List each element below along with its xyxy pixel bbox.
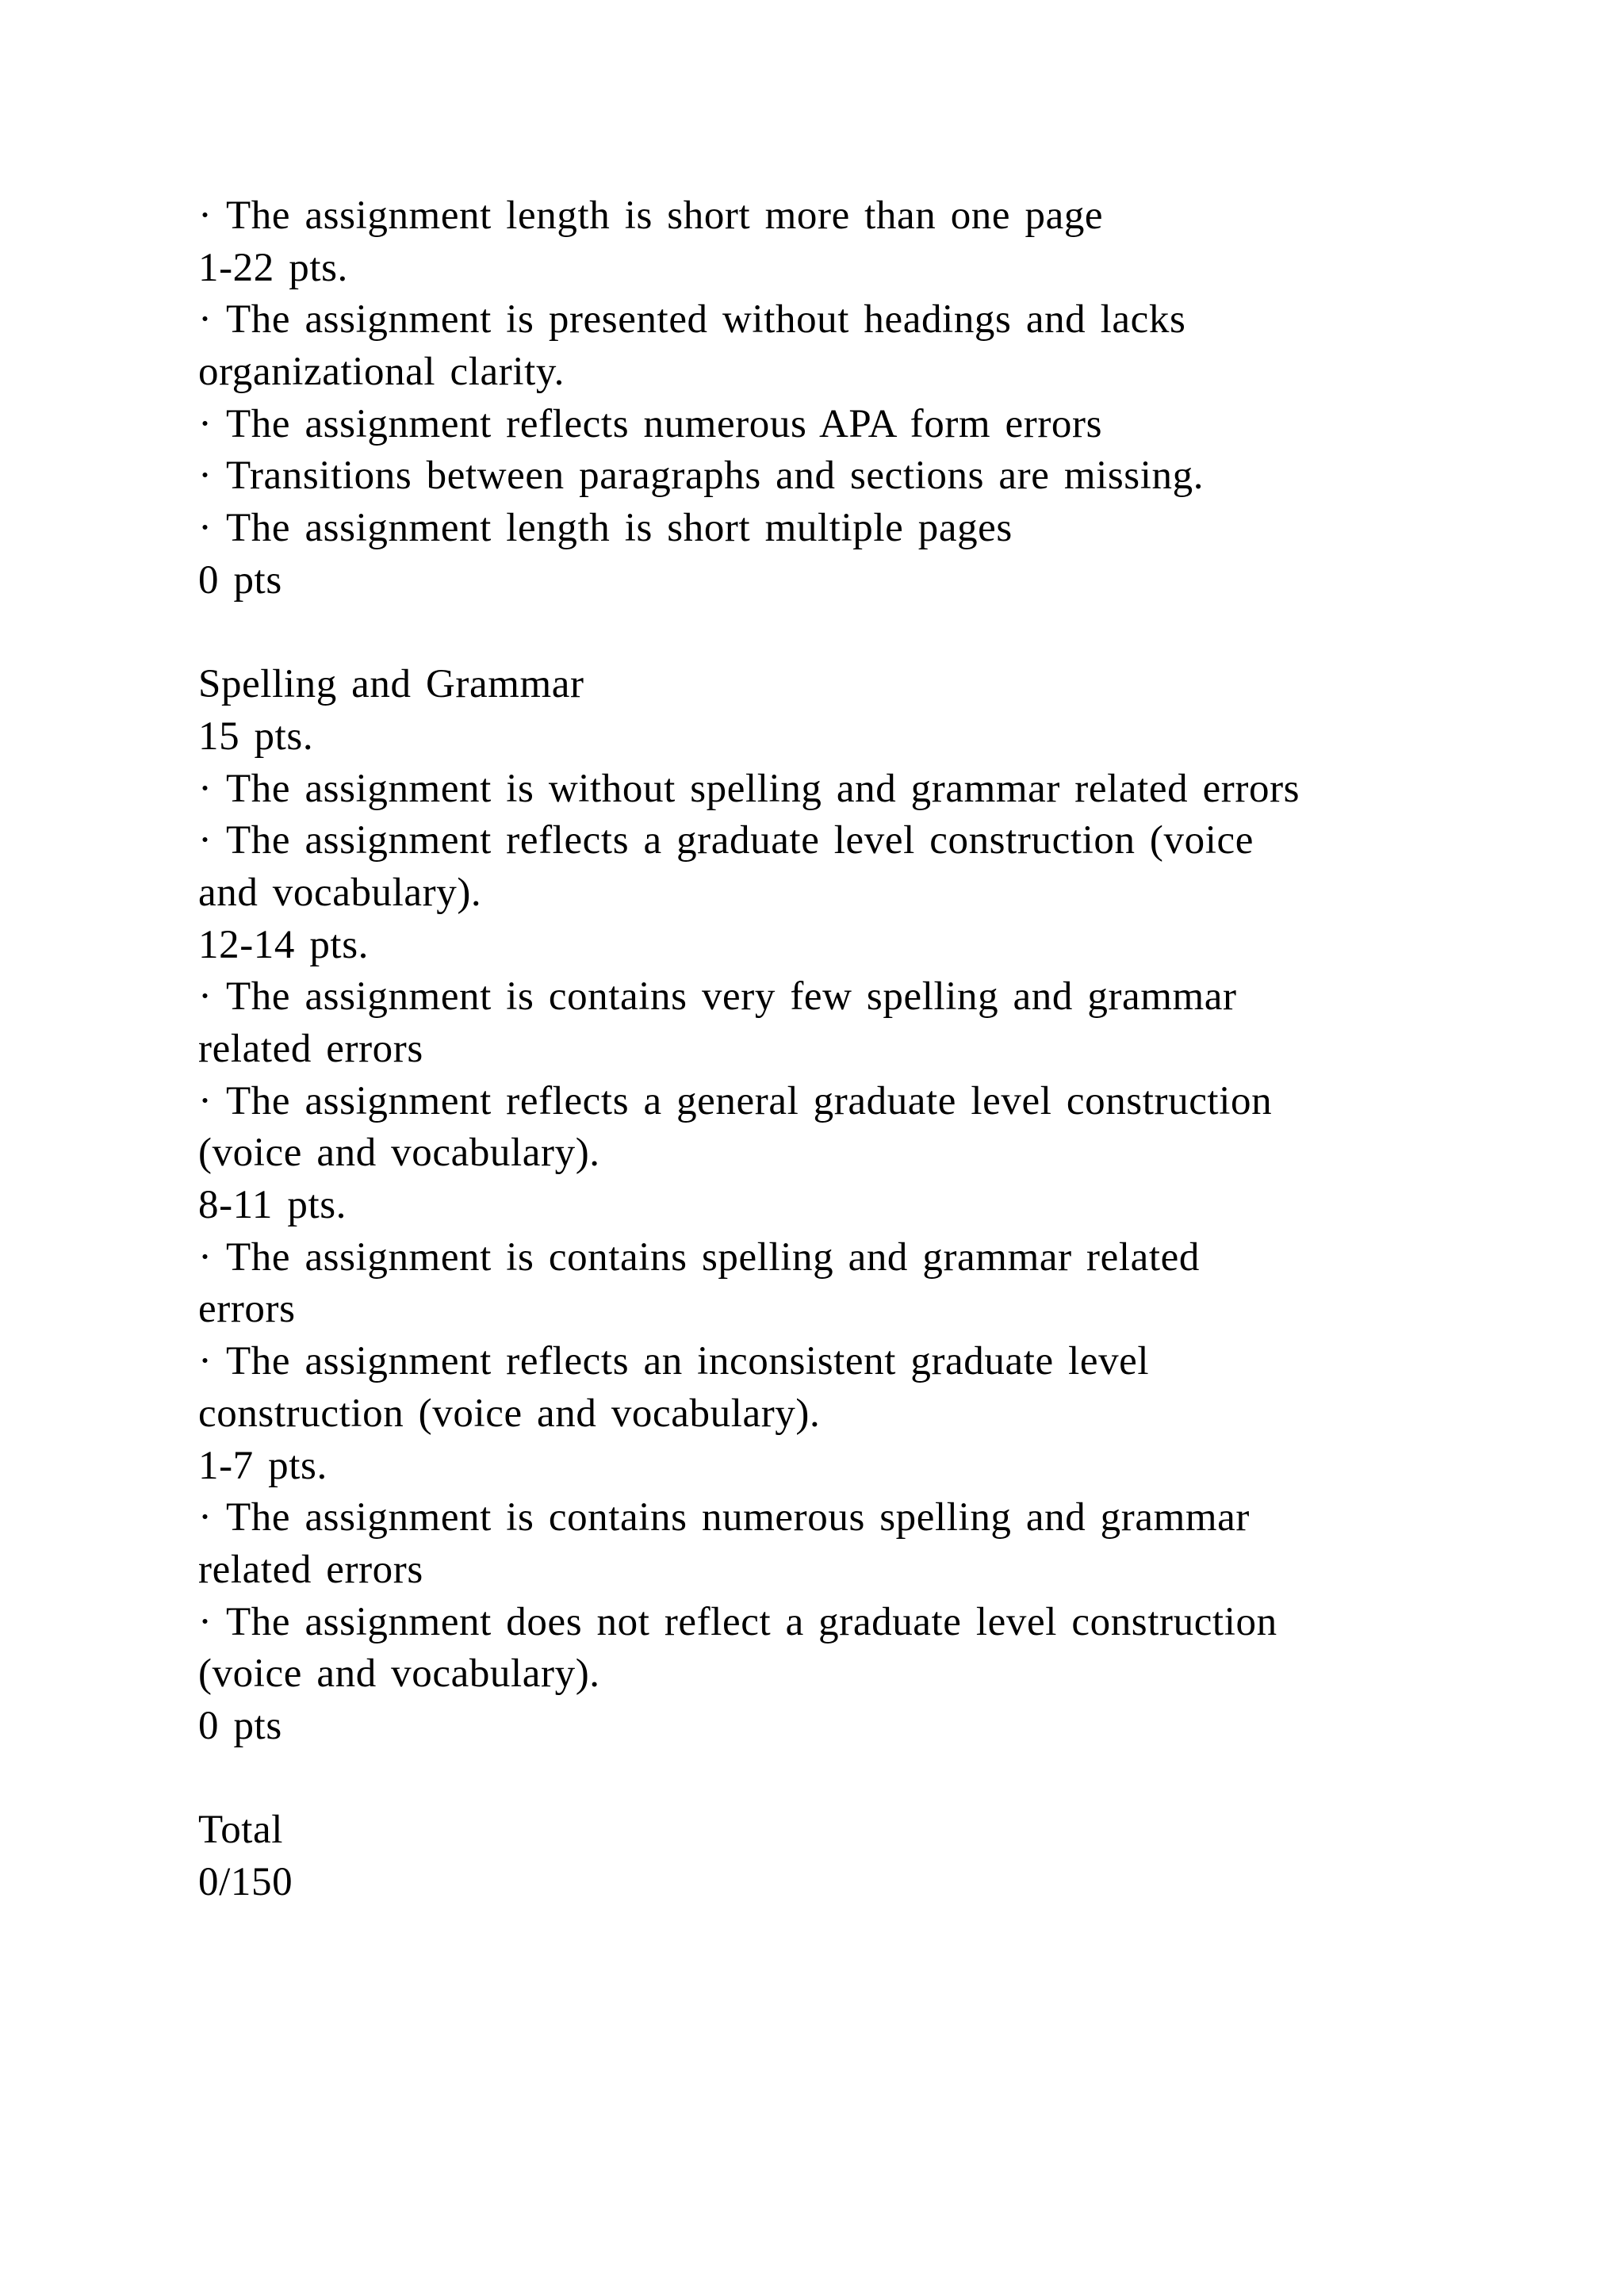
points-line: 15 pts. [198,714,314,759]
text-line: and vocabulary). [198,870,482,915]
points-line: 1-7 pts. [198,1443,327,1488]
text-line: related errors [198,1027,423,1071]
text-line: organizational clarity. [198,350,565,395]
text-line: errors [198,1287,296,1332]
text-line: (voice and vocabulary). [198,1651,600,1697]
text-line: · The assignment reflects numerous APA form errors [198,401,1103,446]
text-line: · The assignment is contains very few spelling and grammar [198,974,1237,1020]
total-score: 0/150 [198,1860,293,1904]
text-line: (voice and vocabulary). [198,1131,600,1176]
text-line: · The assignment length is short multiple pages [198,506,1013,551]
points-line: 8-11 pts. [198,1183,347,1228]
text-line: · Transitions between paragraphs and sections are missing. [198,453,1205,499]
text-line: · The assignment reflects an inconsistent graduate level [198,1339,1150,1384]
document-page [198,190,1546,1909]
total-label: Total [198,1808,284,1853]
text-line: · The assignment is without spelling and grammar related errors [198,766,1300,811]
text-line: · The assignment length is short more than one page [198,193,1104,238]
blank-line [198,607,1546,660]
points-line: 0 pts [198,1703,282,1748]
text-line: related errors [198,1547,423,1592]
text-line: · The assignment is presented without headings and lacks [198,297,1186,342]
text-line: · The assignment is contains spelling and grammar related [198,1234,1200,1280]
points-line: 1-22 pts. [198,245,348,290]
text-line: · The assignment reflects a graduate level construction (voice [198,818,1254,863]
points-line: 12-14 pts. [198,922,369,967]
points-line: 0 pts [198,557,282,603]
text-line: construction (voice and vocabulary). [198,1391,821,1436]
text-line: · The assignment is contains numerous spelling and grammar [198,1495,1250,1540]
section-heading: Spelling and Grammar [198,662,584,707]
text-line: · The assignment does not reflect a graduate level construction [198,1599,1277,1644]
blank-line [198,1753,1546,1805]
text-line: · The assignment reflects a general graduate level construction [198,1078,1273,1123]
